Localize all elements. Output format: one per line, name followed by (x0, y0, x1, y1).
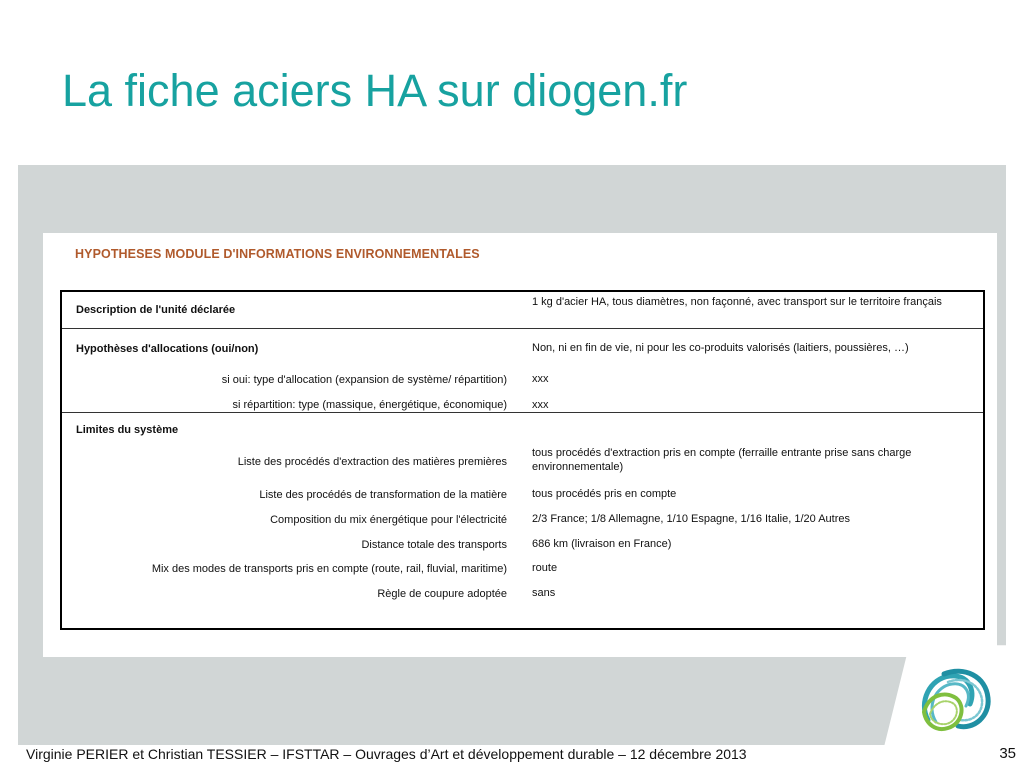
row-label-transformation: Liste des procédés de transformation de la matière (259, 489, 507, 501)
row-label-distance: Distance totale des transports (361, 539, 507, 551)
section-title: HYPOTHESES MODULE D'INFORMATIONS ENVIRONNEMENTALES (75, 247, 480, 261)
slide-title: La fiche aciers HA sur diogen.fr (62, 65, 688, 116)
row-value-unite-declaree: 1 kg d'acier HA, tous diamètres, non façonné, avec transport sur le territoire français (532, 296, 942, 308)
hypotheses-table (60, 290, 985, 630)
row-value-transformation: tous procédés pris en compte (532, 488, 677, 500)
row-divider (62, 328, 983, 329)
row-value-distance: 686 km (livraison en France) (532, 538, 672, 550)
row-label-type-allocation: si oui: type d'allocation (expansion de système/ répartition) (221, 374, 507, 386)
row-divider (62, 412, 983, 413)
row-value-mix-energetique: 2/3 France; 1/8 Allemagne, 1/10 Espagne, 1/16 Italie, 1/20 Autres (532, 513, 850, 525)
row-label-extraction: Liste des procédés d'extraction des matières premières (237, 456, 507, 468)
row-label-modes-transport: Mix des modes de transports pris en compte (route, rail, fluvial, maritime) (151, 563, 507, 575)
page-number: 35 (999, 745, 1016, 762)
footer-text: Virginie PERIER et Christian TESSIER – IFSTTAR – Ouvrages d’Art et développement durable – 12 décembre 2013 (26, 746, 747, 762)
row-value-extraction: tous procédés d'extraction pris en compte (ferraille entrante prise sans charge environnementale) (532, 447, 912, 473)
document-screenshot (43, 233, 997, 657)
row-value-regle-coupure: sans (532, 587, 556, 599)
row-value-allocations: Non, ni en fin de vie, ni pour les co-produits valorisés (laitiers, poussières, …) (532, 342, 909, 354)
row-label-limites-systeme: Limites du système (76, 424, 179, 436)
row-label-allocations: Hypothèses d'allocations (oui/non) (76, 343, 259, 355)
row-label-type-repartition: si répartition: type (massique, énergétique, économique) (232, 399, 507, 411)
row-value-type-repartition: xxx (532, 399, 549, 411)
row-label-unite-declaree: Description de l'unité déclarée (76, 304, 236, 316)
row-value-modes-transport: route (532, 562, 558, 574)
ribbon-logo-icon (914, 662, 996, 736)
row-value-type-allocation: xxx (532, 373, 549, 385)
row-label-regle-coupure: Règle de coupure adoptée (377, 588, 507, 600)
row-label-mix-energetique: Composition du mix énergétique pour l'électricité (270, 514, 507, 526)
